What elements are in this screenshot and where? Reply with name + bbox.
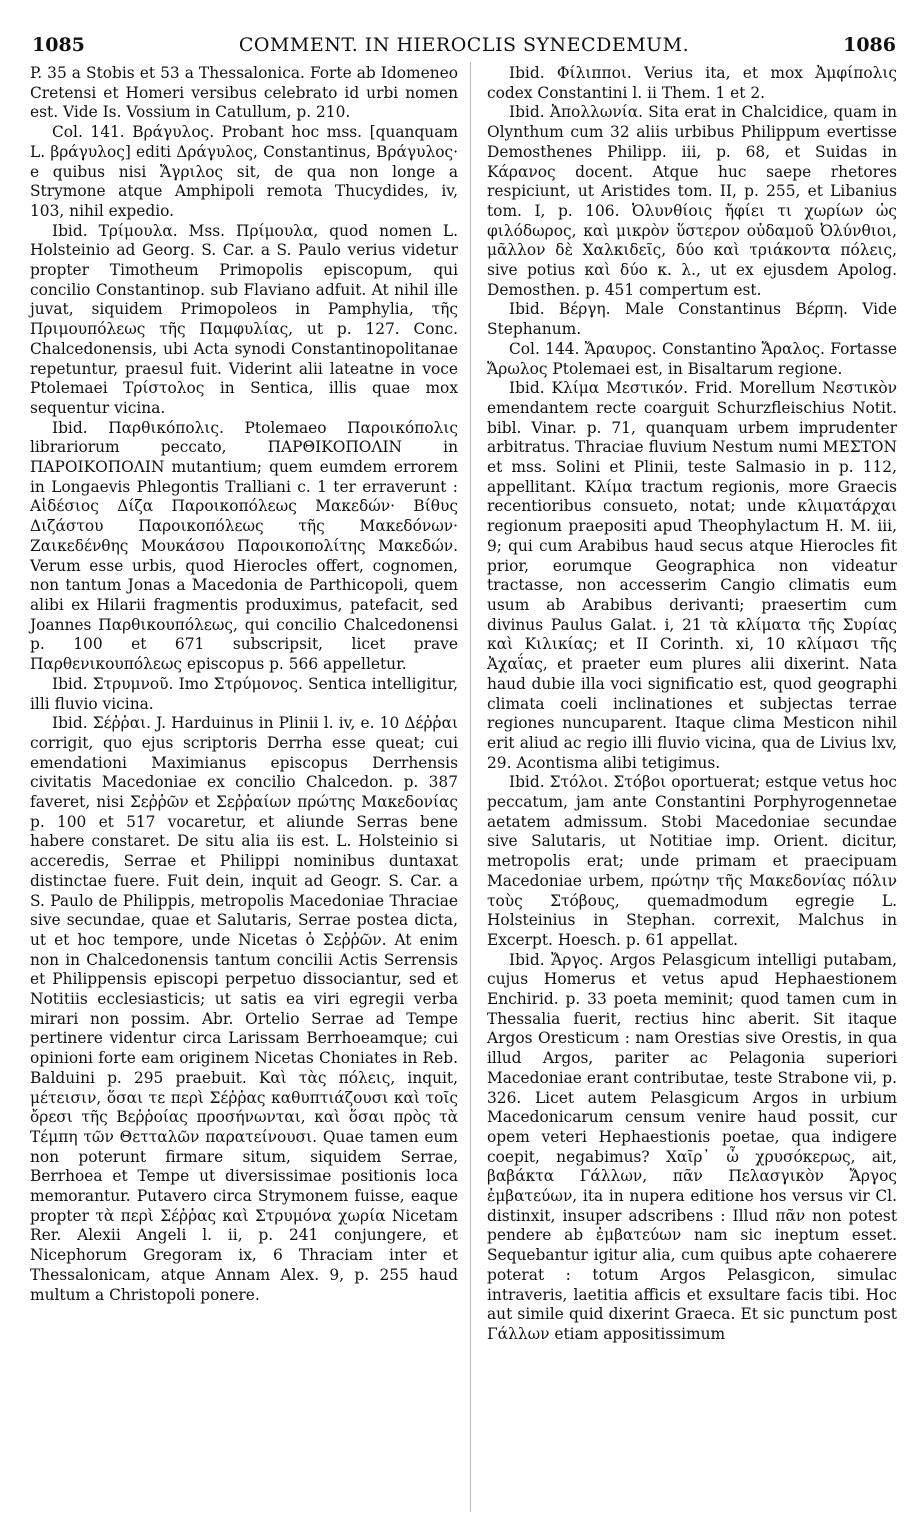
paragraph: Ibid. Ἄργος. Argos Pelasgicum intelligi putabam, cujus Homerus et vetus apud Hephaestionem Enchirid. p. 33 poeta meminit; quod tamen cum in Thessalia fuerit, rectius hinc aberit. Sit itaque Argos Oresticum : nam Orestias sive Orestis, in qua illud Argos, pariter ac Pelagonia superiori Macedoniae erant contributae, teste Strabone vii, p. 326. Licet autem Pelasgicum Argos in urbium Macedonicarum censum venire haud possit, cur opem veteri Hephaestionis poetae, qua indigere coepit, negabimus? Χαῖρ᾽ ὦ χρυσόκερως, ait, βαβάκτα Γάλλων, πᾶν Πελασγικὸν Ἄργος ἐμβατεύων, ita in nupera editione hos versus vir Cl. distinxit, insuper adscribens : Illud πᾶν non potest pendere ab ἐμβατεύων nam sic ineptum esset. Sequebantur igitur alia, cum quibus apte cohaerere poterat : totum Argos Pelasgicon, simulac intraveris, laetitia afficis et exsultare facis tibi. Hoc aut simile quid dixerint Graeca. Et sic punctum post Γάλλων etiam appositissimum [487, 950, 897, 1343]
paragraph: Ibid. Στόλοι. Στόβοι oportuerat; estque vetus hoc peccatum, jam ante Constantini Porphyrogennetae aetatem admissum. Stobi Macedoniae secundae sive Salutaris, ut Notitiae imp. Orient. dicitur, metropolis erat; unde primam et praecipuam Macedoniae urbem, πρώτην τῆς Μακεδονίας πόλιν τοὺς Στόβους, quemadmodum egregie L. Holsteinius in Stephan. correxit, Malchus in Excerpt. Hoesch. p. 61 appellat. [487, 773, 897, 949]
left-column [30, 64, 458, 1305]
page-header [32, 34, 896, 56]
paragraph: Col. 141. Βράγυλος. Probant hoc mss. [quanquam L. βράγυλος] editi Δράγυλος, Constantinus, Βράγυλος· e quibus nisi Ἄγριλος sit, de qua non longe a Strymone atque Amphipoli remota Thucydides, iv, 103, nihil expedio. [30, 123, 458, 220]
paragraph: Col. 144. Ἄραυρος. Constantino Ἄραλος. Fortasse Ἄρωλος Ptolemaei est, in Bisaltarum regione. [487, 339, 897, 378]
paragraph: Ibid. Στρυμνοῦ. Imo Στρύμονος. Sentica intelligitur, illi fluvio vicina. [30, 674, 458, 713]
paragraph: P. 35 a Stobis et 53 a Thessalonica. Forte ab Idomeneo Cretensi et Homeri versibus celebrato id urbi nomen est. Vide Is. Vossium in Catullum, p. 210. [30, 64, 458, 122]
paragraph: Ibid. Παρθικόπολις. Ptolemaeo Παροικόπολις librariorum peccato, ΠΑΡΘΙΚΟΠΟΛΙΝ in ΠΑΡΟΙΚΟΠΟΛΙΝ mutantium; quem eumdem errorem in Longaevis Phlegontis Tralliani c. 1 ter erraverunt : Αἰδέσιος Δίζα Παροικοπόλεως Μακεδών· Βίθυς Διζάστου Παροικοπόλεως τῆς Μακεδόνων· Ζαικεδένθης Μουκάσου Παροικοπολίτης Μακεδών. Verum esse urbis, quod Hierocles offert, cognomen, non tantum Jonas a Macedonia de Parthicopoli, quem alibi ex Hilarii fragmentis produximus, patefacit, sed Joannes Παρθικουπόλεως, qui concilio Chalcedonensi p. 100 et 671 subscripsit, licet prave Παρθενικουπόλεως episcopus p. 566 appelletur. [30, 418, 458, 674]
paragraph: Ibid. Ἀπολλωνία. Sita erat in Chalcidice, quam in Olynthum cum 32 aliis urbibus Philippum evertisse Demosthenes Philipp. iii, p. 68, et Suidas in Κάρανος docent. Atque huc saepe rhetores respiciunt, ut Aristides tom. II, p. 255, et Libanius tom. I, p. 106. Ὀλυνθίοις ἤφίει τι χωρίων ὡς φιλόδωρος, καὶ μικρὸν ὕστερον οὐδαμοῦ Ὀλύνθιοι, μᾶλλον δὲ Χαλκιδεῖς, δύο καὶ τριάκοντα πόλεις, sive potius καὶ δύο κ. λ., ut ex ejusdem Apolog. Demosthen. p. 451 compertum est. [487, 103, 897, 299]
column-divider [470, 62, 471, 1512]
paragraph: Ibid. Σέῤῥαι. J. Harduinus in Plinii l. iv, e. 10 Δέῤῥαι corrigit, quo ejus scriptoris Derrha esse queat; cui emendationi Maximianus episcopus Derrhensis civitatis Macedoniae ex concilio Chalcedon. p. 387 faveret, nisi Σεῤῥῶν et Σεῤῥαίων πρώτης Μακεδονίας p. 100 et 517 vocaretur, et aliunde Serras bene habere constaret. De situ alia iis est. L. Holsteinio si acceredis, Serrae et Philippi nominibus duntaxat distinctae fuere. Fuit dein, inquit ad Geogr. S. Car. a S. Paulo de Philippis, metropolis Macedoniae Thraciae sive secundae, quae et Salutaris, Serrae postea dicta, ut et hoc tempore, unde Nicetas ὁ Σεῤῥῶν. At enim non in Chalcedonensis tantum concilii Actis Serrensis et Philippensis episcopi perpetuo dissociantur, sed et Notitiis ecclesiasticis; ut satis ea viri egregii verba mirari non possim. Abr. Ortelio Serrae ad Tempe pertinere videntur circa Larissam Berrhoeamque; cui opinioni forte eam originem Nicetas Choniates in Reb. Balduini p. 295 praebuit. Καὶ τὰς πόλεις, inquit, μέτεισιν, ὅσαι τε περὶ Σέῤῥας καθυπτιάζουσι καὶ τοῖς ὄρεσι τῆς Βεῤῥοίας προσήνωνται, καὶ ὅσαι πρὸς τὰ Τέμπη τῶν Θετταλῶν παρατείνουσι. Quae tamen eum non poterunt firmare situm, siquidem Serrae, Berrhoea et Tempe ut diversissimae positionis loca memorantur. Putavero circa Strymonem fuisse, eaque propter τὰ περὶ Σέῤῥας καὶ Στρυμόνα χωρία Nicetam Rer. Alexii Angeli l. ii, p. 241 conjungere, et Nicephorum Gregoram ix, 6 Thraciam inter et Thessalonicam, atque Annam Alex. 9, p. 255 haud multum a Christopoli ponere. [30, 714, 458, 1304]
right-column [487, 64, 897, 1345]
paragraph: Ibid. Φίλιπποι. Verius ita, et mox Ἀμφίπολις codex Constantini l. ii Them. 1 et 2. [487, 64, 897, 102]
right-page-number: 1086 [843, 34, 896, 56]
paragraph: Ibid. Βέργη. Male Constantinus Βέρπη. Vide Stephanum. [487, 300, 897, 339]
running-title: COMMENT. IN HIEROCLIS SYNECDEMUM. [238, 34, 690, 56]
paragraph: Ibid. Κλίμα Μεστικόν. Frid. Morellum Νεστικὸν emendantem recte coarguit Schurzfleischius Notit. bibl. Vinar. p. 71, quanquam urbem imprudenter arbitratus. Thraciae fluvium Nestum numi ΜΕΣΤΟΝ et mss. Solini et Plinii, teste Salmasio in p. 112, appellitant. Κλίμα tractum regionis, more Graecis recentioribus consueto, notat; unde κλιματάρχαι regionum praepositi apud Theophylactum H. M. iii, 9; qui cum Arabibus haud secus atque Hierocles fit prior, eorumque Geographica non videatur tractasse, non accesserim Cangio climatis eum usum ab Arabibus derivanti; praesertim cum divinus Paulus Galat. i, 21 τὰ κλίματα τῆς Συρίας καὶ Κιλικίας; et II Corinth. xi, 10 κλίμασι τῆς Ἀχαΐας, et praeter eum plures alii dixerint. Nata haud dubie illa voci significatio est, quod geographi climata coeli inclinationes et subjectas terrae regiones nuncuparent. Itaque clima Mesticon nihil erit aliud ac regio illi fluvio vicina, qua de Livius lxv, 29. Acontisma alibi tetigimus. [487, 379, 897, 772]
paragraph: Ibid. Τρίμουλα. Mss. Πρίμουλα, quod nomen L. Holsteinio ad Georg. S. Car. a S. Paulo verius videtur propter Timotheum Primopolis episcopum, qui concilio Constantinop. sub Flaviano adfuit. At nihil ille juvat, siquidem Primopoleos in Pamphylia, τῆς Πριμουπόλεως τῆς Παμφυλίας, ut p. 127. Conc. Chalcedonensis, ubi Acta synodi Constantinopolitanae repetuntur, praesul fuit. Viderint alii lateatne in voce Ptolemaei Τρίστολος in Sentica, illis quae mox sequentur vicina. [30, 221, 458, 417]
left-page-number: 1085 [32, 34, 85, 56]
